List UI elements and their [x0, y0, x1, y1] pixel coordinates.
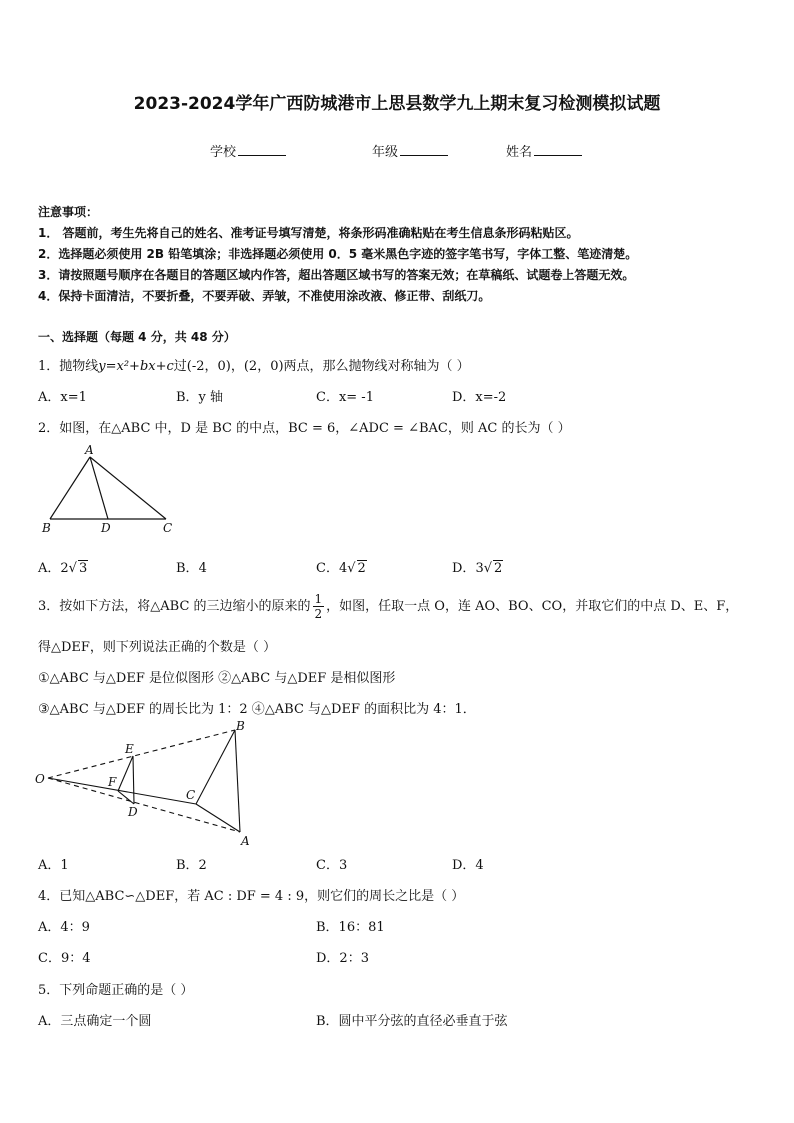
name-label: 姓名: [506, 145, 533, 160]
school-blank: [238, 143, 286, 156]
label-e: E: [125, 742, 134, 756]
q4-option-c: C．9：4: [38, 951, 91, 966]
school-label: 学校: [210, 145, 237, 160]
q2-option-d: D．3√ 2: [452, 561, 503, 576]
q3-frac-num: 1: [314, 592, 323, 606]
question-1: [38, 355, 470, 374]
label-c: C: [163, 521, 173, 535]
label-a: A: [85, 443, 94, 457]
q2-option-a: A．2√ 3: [38, 561, 88, 576]
question-5: 5．下列命题正确的是（ ）: [38, 983, 194, 998]
q1-post: 过(-2，0)，(2，0)两点，那么抛物线对称轴为（ ）: [173, 359, 470, 374]
segment-ef: [118, 756, 133, 791]
q2-opt-radicand: 2: [357, 561, 366, 576]
segment-ca: [196, 804, 240, 832]
segment-ed: [133, 756, 134, 804]
q3-option-a: A．1: [38, 858, 69, 873]
q3-option-b: B．2: [176, 858, 207, 873]
q1-pre: 1．抛物线: [38, 359, 99, 374]
label-b: B: [42, 521, 51, 535]
page-title: 2023-2024学年广西防城港市上思县数学九上期末复习检测模拟试题: [133, 94, 661, 114]
school-field: [210, 141, 286, 160]
q5-option-b: B．圆中平分弦的直径必垂直于弦: [316, 1014, 508, 1029]
q2-opt-letter: A．: [38, 561, 61, 576]
q3-post: ，如图，任取一点 O，连 AO、BO、CO，并取它们的中点 D、E、F，: [326, 599, 739, 614]
q2-option-c: C．4√ 2: [316, 561, 366, 576]
q2-opt-letter: B．: [176, 561, 199, 576]
q2-option-b: [176, 557, 207, 576]
q4-option-d: D．2：3: [316, 951, 369, 966]
q4-option-a: A．4：9: [38, 920, 90, 935]
q2-opt-coef: 4: [198, 561, 207, 576]
label-o: O: [35, 772, 45, 786]
segment-ad: [90, 457, 108, 519]
section-heading: 一、选择题（每题 4 分，共 48 分）: [38, 330, 236, 344]
segment-bc: [196, 730, 235, 804]
grade-blank: [400, 143, 448, 156]
q1-option-d: D．x=-2: [452, 390, 507, 405]
q2-opt-letter: D．: [452, 561, 476, 576]
segment-ab: [50, 457, 90, 519]
name-field: [506, 141, 582, 160]
q2-opt-coef: 3: [475, 561, 484, 576]
question-2: 2．如图，在△ABC 中，D 是 BC 的中点，BC = 6，∠ADC = ∠BAC，则 AC 的长为（ ）: [38, 421, 571, 436]
q1-option-b: B．y 轴: [176, 390, 224, 405]
question-3: [38, 592, 738, 621]
label-c: C: [186, 788, 196, 802]
q3-option-c: C．3: [316, 858, 348, 873]
q3-line2: 得△DEF，则下列说法正确的个数是（ ）: [38, 640, 277, 655]
q3-homothety-figure: [30, 716, 270, 850]
q2-opt-letter: C．: [316, 561, 339, 576]
q2-opt-coef: 4: [338, 561, 348, 576]
notice-item: 1． 答题前，考生先将自己的姓名、准考证号填写清楚，将条形码准确粘贴在考生信息条形码粘贴区。: [38, 226, 579, 240]
q3-frac-den: 2: [314, 607, 323, 621]
q1-option-c: C．x= -1: [316, 390, 374, 405]
question-4: 4．已知△ABC∽△DEF，若 AC : DF = 4 : 9，则它们的周长之比是（ ）: [38, 889, 465, 904]
label-d: D: [101, 521, 111, 535]
q3-pre: 3．按如下方法，将△ABC 的三边缩小的原来的: [38, 599, 311, 614]
label-f: F: [108, 775, 117, 789]
notice-item: 3．请按照题号顺序在各题目的答题区域内作答，超出答题区域书写的答案无效；在草稿纸、试题卷上答题无效。: [38, 268, 635, 282]
q1-option-a: A．x=1: [38, 390, 87, 405]
q2-opt-radicand: 2: [494, 561, 503, 576]
notice-item: 2．选择题必须使用 2B 铅笔填涂；非选择题必须使用 0．5 毫米黑色字迹的签字笔书写，字体工整、笔迹清楚。: [38, 247, 638, 261]
q3-statements-1: ①△ABC 与△DEF 是位似图形 ②△ABC 与△DEF 是相似图形: [38, 671, 396, 686]
q2-triangle-figure: [36, 442, 186, 537]
q2-opt-radicand: 3: [78, 561, 88, 576]
name-blank: [534, 143, 582, 156]
label-a: A: [241, 834, 250, 848]
notice-heading: 注意事项：: [38, 205, 99, 219]
grade-field: [372, 141, 448, 160]
segment-ac: [90, 457, 166, 519]
q4-option-b: B．16：81: [316, 920, 385, 935]
segment-ob: [48, 730, 235, 778]
q3-statements-2: ③△ABC 与△DEF 的周长比为 1：2 ④△ABC 与△DEF 的面积比为 4：1．: [38, 702, 476, 717]
q3-option-d: D．4: [452, 858, 484, 873]
label-d: D: [128, 805, 138, 819]
q2-opt-coef: 2: [60, 561, 69, 576]
q3-fraction: [313, 592, 325, 621]
q5-option-a: A．三点确定一个圆: [38, 1014, 152, 1029]
segment-ba: [235, 730, 240, 832]
q1-formula: y=x²+bx+c: [98, 359, 174, 374]
grade-label: 年级: [372, 145, 399, 160]
segment-oa: [48, 778, 240, 832]
label-b: B: [236, 719, 245, 733]
notice-item: 4．保持卡面清洁，不要折叠，不要弄破、弄皱，不准使用涂改液、修正带、刮纸刀。: [38, 289, 491, 303]
